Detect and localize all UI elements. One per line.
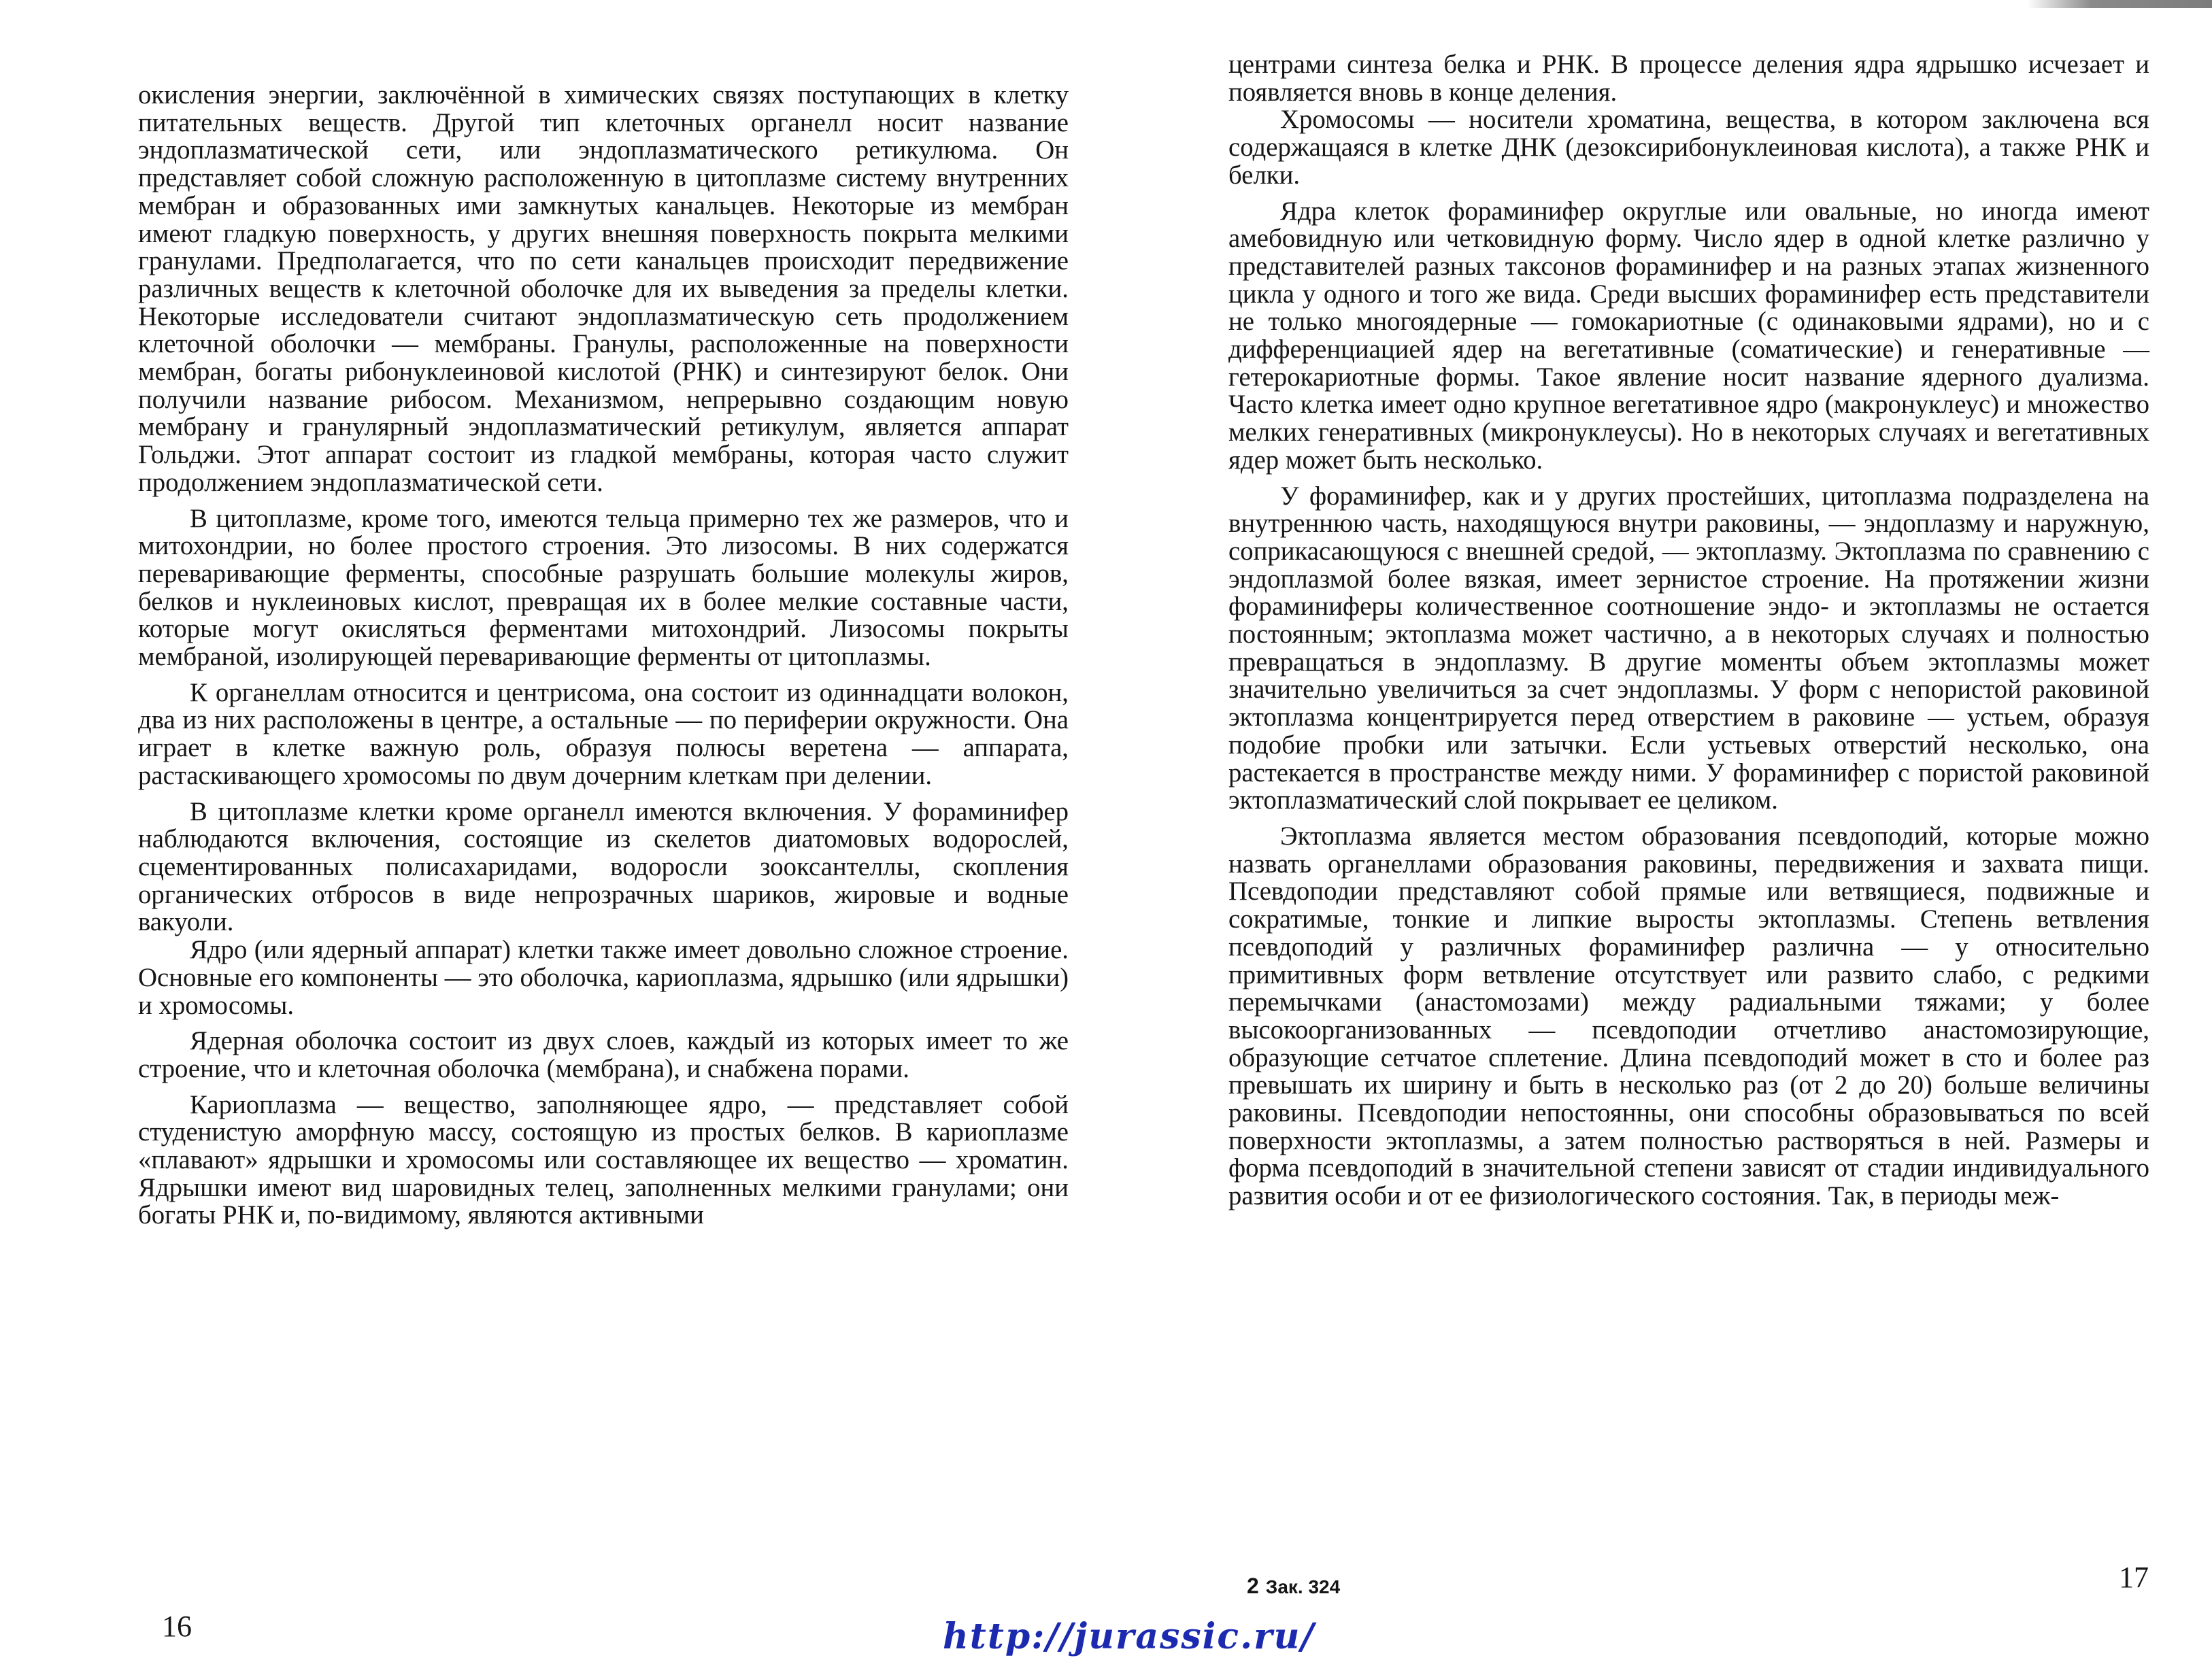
left-paragraph-7: Кариоплазма — вещество, заполняющее ядро, — представляет собой студенистую аморфную массу, состоящую из простых белков. В кариоплазме «плавают» ядрышки и хромосомы или составляющее их вещество — хроматин. Ядрышки имеют вид шаровидных телец, заполненных мелкими гранулами; они богаты РНК и, по-видимому, являются активными xyxy=(138,1089,1069,1230)
left-paragraph-3: К органеллам относится и центрисома, она состоит из одиннадцати волокон, два из них расположены в центре, а остальные — по периферии окружности. Она играет в клетке важную роль, образуя полюсы веретена — аппарата, растаскивающего хромосомы по двум дочерним клеткам при делении. xyxy=(138,677,1069,790)
signature-text: Зак. 324 xyxy=(1265,1576,1341,1597)
left-paragraph-4: В цитоплазме клетки кроме органелл имеются включения. У фораминифер наблюдаются включения, состоящие из скелетов диатомовых водорослей, сцементированных полисахаридами, водоросли зооксантеллы, скопления органических отбросов в виде непрозрачных шариков, жировые и водные вакуоли. xyxy=(138,796,1069,937)
left-paragraph-2: В цитоплазме, кроме того, имеются тельца примерно тех же размеров, что и митохондрии, но более простого строения. Это лизосомы. В них содержатся переваривающие ферменты, способные разрушать большие молекулы жиров, белков и нуклеиновых кислот, превращая их в более мелкие составные части, которые могут окисляться ферментами митохондрий. Лизосомы покрыты мембраной, изолирующей переваривающие ферменты от цитоплазмы. xyxy=(138,503,1069,672)
right-paragraph-1: центрами синтеза белка и РНК. В процессе деления ядра ядрышко исчезает и появляется вновь в конце деления. xyxy=(1228,50,2149,107)
right-paragraph-5: Эктоплазма является местом образования псевдоподий, которые можно назвать органеллами образования раковины, передвижения и захвата пищи. Псевдоподии представляют собой прямые или ветвящиеся, подвижные и сократимые, тонкие и липкие выросты эктоплазмы. Степень ветвления псевдоподий у различных фораминифер различна — у относительно примитивных форм ветвление отсутствует или развито слабо, с редкими перемычками (анастомозами) между радиальными тяжами; у более высокоорганизованных — псевдоподии отчетливо анастомозирующие, образующие сетчатое сплетение. Длина псевдоподий может в сто и более раз превышать их ширину и быть в несколько раз (от 2 до 20) больше величины раковины. Псевдоподии непостоянны, они способны образовываться по всей поверхности эктоплазмы, а затем полностью растворяться в ней. Размеры и форма псевдоподий в значительной степени зависят от стадии индивидуального развития особи и от ее физиологического состояния. Так, в периоды меж- xyxy=(1228,821,2149,1211)
right-paragraph-4: У фораминифер, как и у других простейших, цитоплазма подразделена на внутреннюю часть, находящуюся внутри раковины, — эндоплазму и наружную, соприкасающуюся с внешней средой, — эктоплазму. Эктоплазма по сравнению с эндоплазмой более вязкая, имеет зернистое строение. На протяжении жизни фораминиферы количественное соотношение эндо- и эктоплазмы не остается постоянным; эктоплазма может частично, а в некоторых случаях и полностью превращаться в эндоплазму. В другие моменты объем эктоплазмы может значительно увеличиться за счет эндоплазмы. У форм с непористой раковиной эктоплазма концентрируется перед отверстием в раковине — устьем, образуя подобие пробки или затычки. Если устьевых отверстий несколько, она растекается в пространстве между ними. У фораминифер с пористой раковиной эктоплазматический слой покрывает ее целиком. xyxy=(1228,481,2149,815)
scan-edge-shadow xyxy=(2027,0,2212,8)
signature-number: 2 xyxy=(1247,1574,1259,1598)
left-paragraph-5: Ядро (или ядерный аппарат) клетки также имеет довольно сложное строение. Основные его компоненты — это оболочка, кариоплазма, ядрышко (или ядрышки) и хромосомы. xyxy=(138,935,1069,1020)
right-paragraph-2: Хромосомы — носители хроматина, вещества, в котором заключена вся содержащаяся в клетке ДНК (дезоксирибонуклеиновая кислота), а также РНК и белки. xyxy=(1228,105,2149,190)
printer-signature xyxy=(1247,1576,1340,1597)
right-paragraph-3: Ядра клеток фораминифер округлые или овальные, но иногда имеют амебовидную или четковидную форму. Число ядер в одной клетке различно у представителей разных таксонов фораминифер и на разных этапах жизненного цикла у одного и того же вида. Среди высших фораминифер есть представители не только многоядерные — гомокариотные (с одинаковыми ядрами), но и с дифференциацией ядер на вегетативные (соматические) и генеративные — гетерокариотные формы. Такое явление носит название ядерного дуализма. Часто клетка имеет одно крупное вегетативное ядро (макронуклеус) и множество мелких генеративных (микронуклеусы). Но в некоторых случаях и вегетативных ядер может быть несколько. xyxy=(1228,196,2149,475)
left-page-text xyxy=(138,82,1069,1229)
left-page-number: 16 xyxy=(162,1610,192,1643)
left-paragraph-6: Ядерная оболочка состоит из двух слоев, каждый из которых имеет то же строение, что и клеточная оболочка (мембрана), и снабжена порами. xyxy=(138,1026,1069,1083)
footer-site-link[interactable]: http://jurassic.ru/ xyxy=(943,1616,1316,1657)
right-page-text xyxy=(1228,51,2149,1210)
left-paragraph-1: окисления энергии, заключённой в химических связях поступающих в клетку питательных веществ. Другой тип клеточных органелл носит название эндоплазматической сети, или эндоплазматического ретикулюма. Он представляет собой сложную расположенную в цитоплазме систему внутренних мембран и образованных ими замкнутых канальцев. Некоторые из мембран имеют гладкую поверхность, у других внешняя поверхность покрыта мелкими гранулами. Предполагается, что по сети канальцев происходит передвижение различных веществ к клеточной оболочке для их выведения за пределы клетки. Некоторые исследователи считают эндоплазматическую сеть продолжением клеточной оболочки — мембраны. Гранулы, расположенные на поверхности мембран, богаты рибонуклеиновой кислотой (РНК) и синтезируют белок. Они получили название рибосом. Механизмом, непрерывно создающим новую мембрану и гранулярный эндоплазматический ретикулум, является аппарат Гольджи. Этот аппарат состоит из гладкой мембраны, которая часто служит продолжением эндоплазматической сети. xyxy=(138,80,1069,497)
right-page-number: 17 xyxy=(2119,1561,2149,1594)
